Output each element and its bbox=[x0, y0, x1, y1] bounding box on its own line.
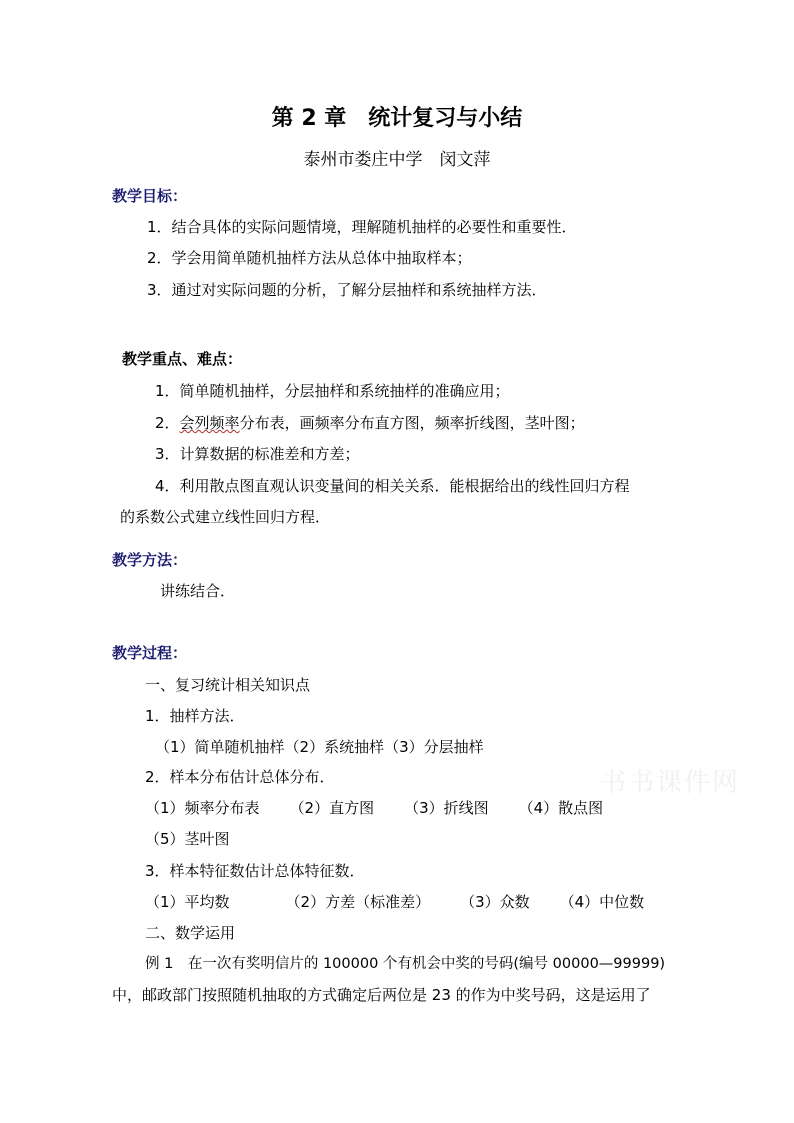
subsection-heading: 1．抽样方法． bbox=[145, 707, 245, 725]
spellcheck-underlined-text: 会列频率 bbox=[179, 414, 240, 432]
distribution-tools-list bbox=[145, 798, 603, 818]
section-heading: 一、复习统计相关知识点 bbox=[145, 676, 311, 694]
list-item: （5）茎叶图 bbox=[145, 830, 230, 848]
watermark: 书书课件网 bbox=[600, 768, 741, 798]
key-point-item bbox=[155, 413, 585, 433]
key-point-item-continuation: 的系数公式建立线性回归方程． bbox=[120, 508, 331, 526]
key-point-prefix: 2． bbox=[155, 414, 180, 432]
key-point-rest: 分布表，画频率分布直方图，频率折线图，茎叶图； bbox=[239, 414, 585, 432]
list-item: （4）中位数 bbox=[559, 893, 645, 911]
process-heading: 教学过程： bbox=[112, 644, 188, 662]
subsection-heading: 2．样本分布估计总体分布． bbox=[145, 768, 335, 786]
list-item: （3）折线图 bbox=[404, 799, 489, 817]
key-point-item: 1．简单随机抽样，分层抽样和系统抽样的准确应用； bbox=[155, 382, 510, 400]
methods-heading: 教学方法： bbox=[112, 551, 188, 569]
key-point-item: 3．计算数据的标准差和方差； bbox=[155, 445, 360, 463]
key-points-heading: 教学重点、难点： bbox=[122, 350, 243, 368]
list-item: （3）众数 bbox=[460, 893, 530, 911]
example-text: 中，邮政部门按照随机抽取的方式确定后两位是 23 的作为中奖号码，这是运用了 bbox=[112, 986, 651, 1004]
objective-item: 3．通过对实际问题的分析，了解分层抽样和系统抽样方法． bbox=[147, 281, 547, 299]
objective-item: 1．结合具体的实际问题情境，理解随机抽样的必要性和重要性． bbox=[147, 218, 577, 236]
objectives-heading: 教学目标： bbox=[112, 187, 188, 205]
example-text: 例 1 在一次有奖明信片的 100000 个有机会中奖的号码(编号 00000—99999) bbox=[145, 956, 666, 972]
list-item: （4）散点图 bbox=[518, 799, 604, 817]
section-heading: 二、数学运用 bbox=[145, 924, 236, 942]
sampling-methods-list: （1）简单随机抽样（2）系统抽样（3）分层抽样 bbox=[155, 738, 484, 756]
sample-statistics-list bbox=[145, 892, 644, 912]
objective-item: 2．学会用简单随机抽样方法从总体中抽取样本； bbox=[147, 249, 472, 267]
list-item: （2）直方图 bbox=[289, 799, 375, 817]
methods-text: 讲练结合． bbox=[160, 582, 236, 600]
author-line: 泰州市娄庄中学 闵文萍 bbox=[303, 150, 491, 170]
list-item: （1）频率分布表 bbox=[145, 799, 260, 817]
list-item: （2）方差（标准差） bbox=[285, 893, 431, 911]
list-item: （1）平均数 bbox=[145, 893, 230, 911]
key-point-item: 4．利用散点图直观认识变量间的相关关系．能根据给出的线性回归方程 bbox=[155, 477, 630, 495]
page-title: 第 2 章 统计复习与小结 bbox=[271, 106, 523, 131]
subsection-heading: 3．样本特征数估计总体特征数． bbox=[145, 862, 365, 880]
